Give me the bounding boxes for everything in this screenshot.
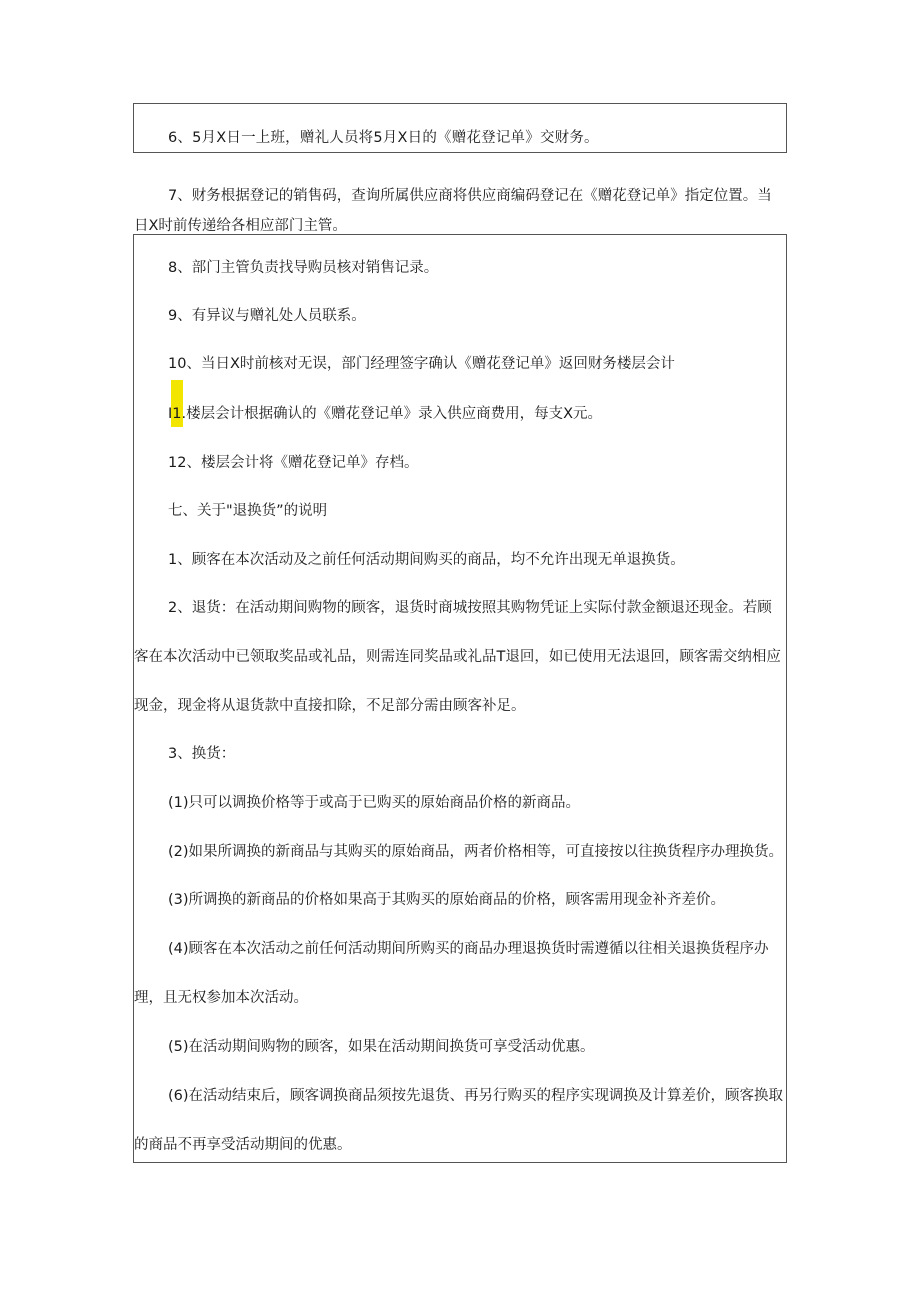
sub-item-2: (2)如果所调换的新商品与其购买的原始商品，两者价格相等，可直接按以往换货程序办理换货。 (168, 844, 784, 860)
sub-item-5: (5)在活动期间购物的顾客，如果在活动期间换货可享受活动优惠。 (168, 1039, 595, 1055)
item-11: I1.楼层会计根据确认的《赠花登记单》录入供应商费用，每支X元。 (168, 406, 603, 422)
paragraph-1: 1、顾客在本次活动及之前任何活动期间购买的商品，均不允许出现无单退换货。 (168, 552, 685, 568)
paragraph-2-line3: 现金，现金将从退货款中直接扣除，不足部分需由顾客补足。 (134, 698, 526, 714)
sub-item-4-line1: (4)顾客在本次活动之前任何活动期间所购买的商品办理退换货时需遵循以往相关退换货程序办 (168, 941, 769, 957)
sub-item-4-line2: 理，且无权参加本次活动。 (134, 990, 308, 1006)
section-heading: 七、关于"退换货”的说明 (168, 503, 328, 519)
item-12: 12、楼层会计将《赠花登记单》存档。 (168, 455, 419, 471)
item-6: 6、5月X日一上班，赠礼人员将5月X日的《赠花登记单》交财务。 (168, 130, 599, 146)
item-9: 9、有异议与赠礼处人员联系。 (168, 308, 366, 324)
item-7-line2: 日X时前传递给各相应部门主管。 (134, 218, 347, 234)
sub-item-6-line1: (6)在活动结束后，顾客调换商品须按先退货、再另行购买的程序实现调换及计算差价，顾客换取 (168, 1088, 784, 1104)
item-8: 8、部门主管负责找导购员核对销售记录。 (168, 260, 439, 276)
paragraph-3: 3、换货： (168, 746, 236, 762)
item-10: 10、当日X时前核对无误，部门经理签字确认《赠花登记单》返回财务楼层会计 (168, 356, 675, 372)
paragraph-2-line2: 客在本次活动中已领取奖品或礼品，则需连同奖品或礼品T退回，如已使用无法退回，顾客需交纳相应 (134, 649, 781, 665)
paragraph-2-line1: 2、退货：在活动期间购物的顾客，退货时商城按照其购物凭证上实际付款金额退还现金。若顾 (168, 600, 772, 616)
sub-item-6-line2: 的商品不再享受活动期间的优惠。 (134, 1137, 352, 1153)
sub-item-3: (3)所调换的新商品的价格如果高于其购买的原始商品的价格，顾客需用现金补齐差价。 (168, 892, 726, 908)
item-7-line1: 7、财务根据登记的销售码，查询所属供应商将供应商编码登记在《赠花登记单》指定位置。当 (168, 188, 772, 204)
sub-item-1: (1)只可以调换价格等于或高于已购买的原始商品价格的新商品。 (168, 795, 581, 811)
